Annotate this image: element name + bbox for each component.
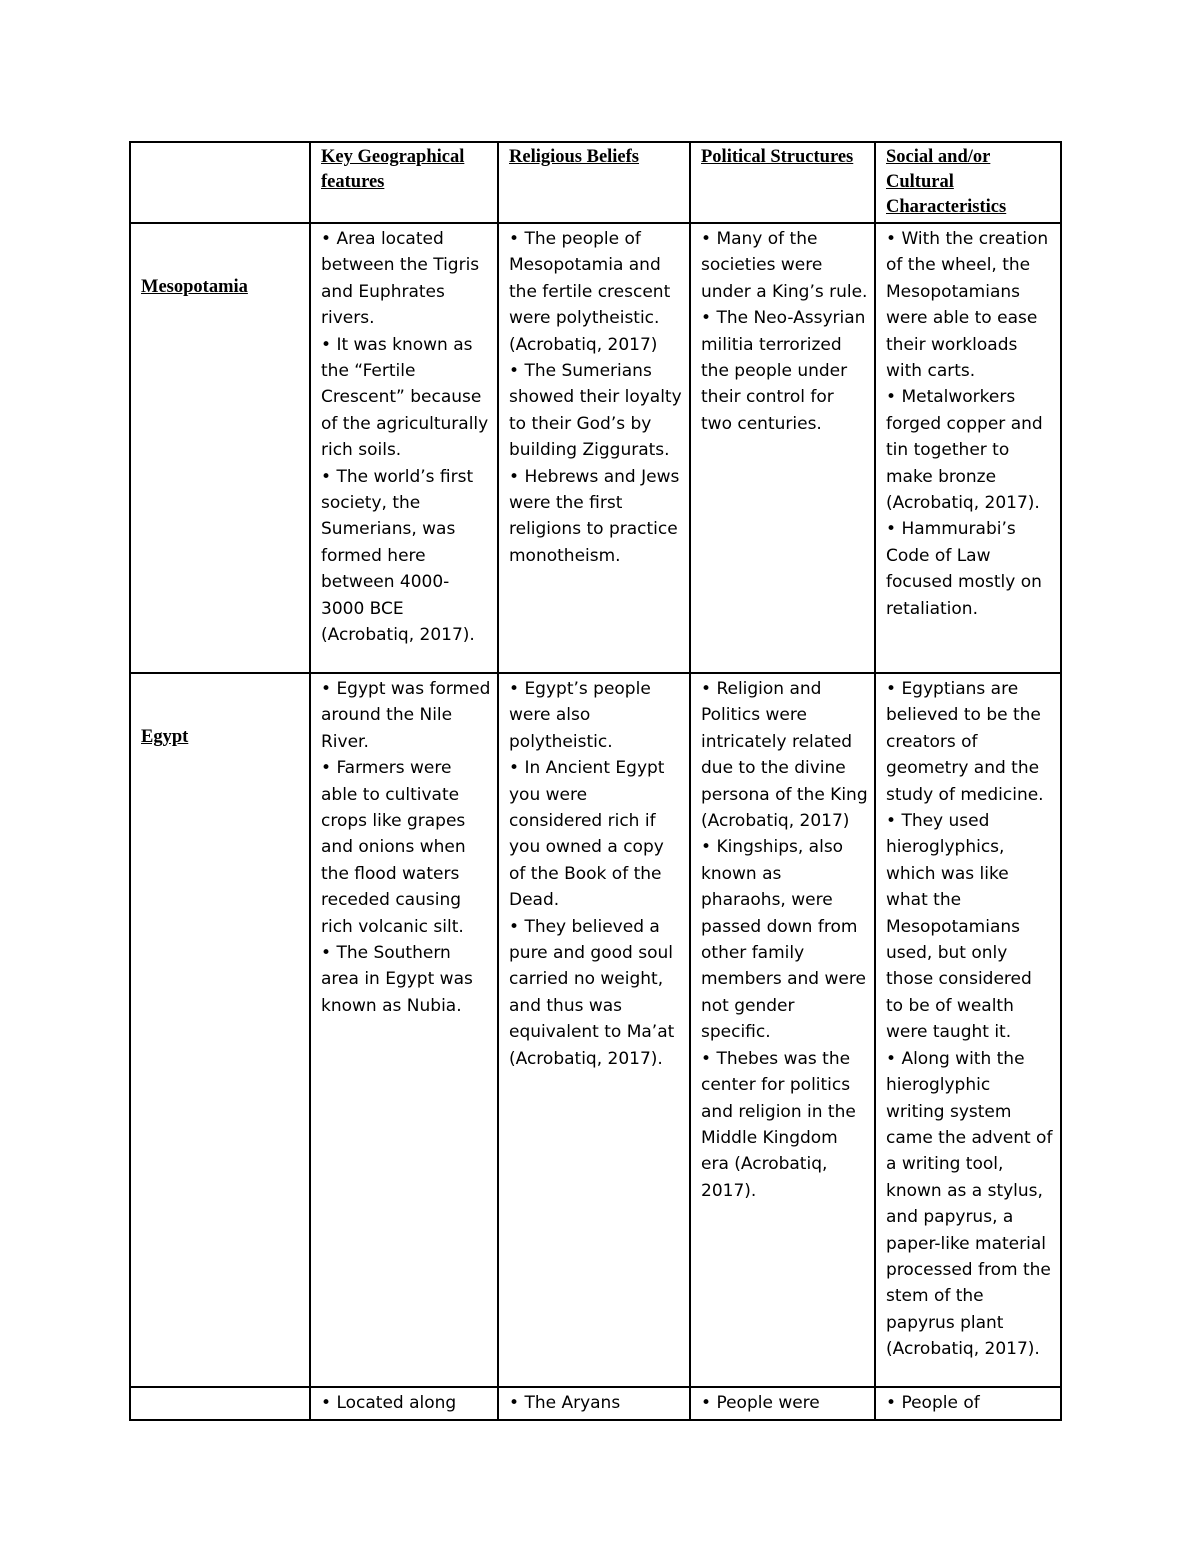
header-cell-social: Social and/or Cultural Characteristics: [875, 142, 1061, 223]
list-item: • The Sumerians showed their loyalty to their God’s by building Ziggurats.: [509, 361, 682, 461]
table-row: [130, 223, 1061, 673]
politics-cell: [690, 1387, 875, 1420]
list-item: • Thebes was the center for politics and religion in the Middle Kingdom era (Acrobatiq, 2017).: [701, 1048, 856, 1201]
list-item: • It was known as the “Fertile Crescent” because of the agriculturally rich soils.: [321, 334, 489, 461]
list-item: • Area located between the Tigris and Euphrates rivers.: [321, 229, 480, 329]
list-item: • Egyptians are believed to be the creators of geometry and the study of medicine.: [886, 679, 1044, 805]
table-row: [130, 1387, 1061, 1420]
religion-cell: [498, 223, 690, 673]
list-item: • Hebrews and Jews were the first religions to practice monotheism.: [509, 466, 680, 566]
list-item: • Hammurabi’s Code of Law focused mostly on retaliation.: [886, 519, 1042, 619]
list-item: • Egypt’s people were also polytheistic.: [509, 679, 651, 752]
list-item: • The world’s first society, the Sumerians, was formed here between 4000-3000 BCE (Acrobatiq, 2017).: [321, 466, 475, 646]
list-item: • Religion and Politics were intricately related due to the divine persona of the King (Acrobatiq, 2017): [701, 679, 868, 832]
header-cell-politics: Political Structures: [690, 142, 875, 223]
header-cell-empty: [130, 142, 310, 223]
religion-cell: [498, 673, 690, 1387]
geo-cell: [310, 1387, 498, 1420]
header-cell-religion: Religious Beliefs: [498, 142, 690, 223]
list-item: • Located along: [321, 1393, 457, 1413]
list-item: • Kingships, also known as pharaohs, were passed down from other family members and were not gender specific.: [701, 837, 866, 1043]
list-item: • The Southern area in Egypt was known as Nubia.: [321, 943, 473, 1016]
list-item: • In Ancient Egypt you were considered rich if you owned a copy of the Book of the Dead.: [509, 758, 665, 911]
politics-cell: [690, 673, 875, 1387]
list-item: • The people of Mesopotamia and the fertile crescent were polytheistic. (Acrobatiq, 2017): [509, 229, 671, 355]
list-item: • They believed a pure and good soul carried no weight, and thus was equivalent to Ma’at (Acrobatiq, 2017).: [509, 916, 675, 1069]
list-item: • Metalworkers forged copper and tin together to make bronze (Acrobatiq, 2017).: [886, 387, 1043, 514]
region-cell: [130, 673, 310, 1387]
region-name: Mesopotamia: [141, 277, 248, 297]
geo-cell: [310, 673, 498, 1387]
social-cell: [875, 1387, 1061, 1420]
table-row: [130, 673, 1061, 1387]
region-name: Egypt: [141, 727, 189, 747]
list-item: • Along with the hieroglyphic writing system came the advent of a writing tool, known as a stylus, and papyrus, a paper-like material processed from the stem of the papyrus plant (Acrobatiq, 2017).: [886, 1048, 1053, 1360]
region-cell: [130, 223, 310, 673]
geo-cell: [310, 223, 498, 673]
civilizations-table: [129, 141, 1062, 1421]
list-item: • Farmers were able to cultivate crops like grapes and onions when the flood waters receded causing rich volcanic silt.: [321, 758, 466, 937]
header-cell-geography: Key Geographical features: [310, 142, 498, 223]
list-item: • Egypt was formed around the Nile River.: [321, 679, 491, 752]
list-item: • Many of the societies were under a King’s rule.: [701, 229, 868, 302]
header-row: [130, 142, 1061, 223]
social-cell: [875, 673, 1061, 1387]
list-item: • The Neo-Assyrian militia terrorized the people under their control for two centuries.: [701, 308, 866, 434]
social-cell: [875, 223, 1061, 673]
religion-cell: [498, 1387, 690, 1420]
list-item: • People of: [886, 1393, 980, 1413]
list-item: • With the creation of the wheel, the Mesopotamians were able to ease their workloads with carts.: [886, 229, 1049, 382]
list-item: • People were: [701, 1393, 820, 1413]
list-item: • The Aryans: [509, 1393, 621, 1413]
list-item: • They used hieroglyphics, which was like what the Mesopotamians used, but only those considered to be of wealth were taught it.: [886, 811, 1032, 1043]
region-cell: [130, 1387, 310, 1420]
politics-cell: [690, 223, 875, 673]
